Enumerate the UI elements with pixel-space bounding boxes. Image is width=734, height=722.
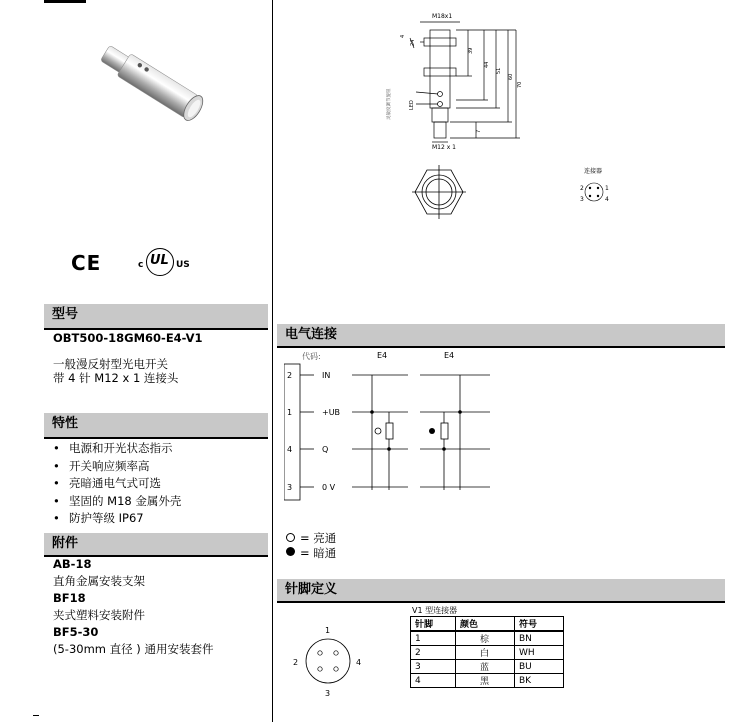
pin-label: 2 (293, 658, 299, 667)
column-header: 针脚 (411, 617, 456, 632)
desc-line2: 带 4 针 M12 x 1 连接头 (53, 371, 179, 385)
ce-mark: CE (71, 251, 102, 275)
connector-thread-label: M12 x 1 (432, 144, 456, 150)
cul-c: c (138, 260, 144, 270)
dim-label: 4 (400, 34, 406, 38)
feature-item: • 开关响应频率高 (53, 458, 181, 476)
column-divider (272, 0, 273, 722)
code-cell: WH (515, 646, 564, 660)
table-row (411, 660, 564, 674)
accessory-code: AB-18 (53, 557, 92, 571)
pin-label: 3 (325, 689, 331, 698)
feature-item: • 亮暗通电气式可选 (53, 475, 181, 493)
dark-on-symbol (286, 547, 295, 556)
connector-pin-diagram (290, 623, 370, 699)
feature-item: • 电源和开光状态指示 (53, 440, 181, 458)
accessory-code: BF5-30 (53, 625, 99, 639)
color-cell: 蓝 (456, 660, 515, 674)
legend-dark: = 暗通 (300, 546, 337, 560)
table-row (411, 631, 564, 646)
pin-cell: 4 (411, 674, 456, 688)
table-row (411, 674, 564, 688)
led-label: LED (409, 100, 415, 110)
dim-label: 51 (496, 67, 502, 74)
product-photo (95, 40, 220, 145)
color-cell: 白 (456, 646, 515, 660)
dim-label: 39 (468, 47, 474, 54)
light-on-symbol (286, 533, 295, 542)
corner-mark (33, 715, 39, 716)
table-row (411, 646, 564, 660)
terminal-number: 3 (287, 483, 293, 492)
accessory-desc: 夹式塑料安装附件 (53, 608, 145, 622)
sensor-end-view (412, 165, 466, 219)
terminal-name: IN (322, 371, 331, 380)
terminal-name: Q (322, 445, 329, 454)
cul-us: US (176, 260, 190, 270)
legend-light: = 亮通 (300, 531, 337, 545)
feature-item: • 防护等级 IP67 (53, 510, 181, 528)
electrical-heading: 电气连接 (277, 324, 725, 346)
terminal-number: 1 (287, 408, 293, 417)
thread-label: M18x1 (432, 13, 453, 20)
feature-item: • 坚固的 M18 金属外壳 (53, 493, 181, 511)
pin-view-label: 连接器 (584, 168, 603, 175)
pin-cell: 3 (411, 660, 456, 674)
pin-label: 4 (605, 196, 609, 203)
table-header-row (411, 617, 564, 632)
small-pin-diagram (577, 177, 611, 207)
dimension-drawing (380, 8, 540, 150)
code-cell: BN (515, 631, 564, 646)
color-cell: 黑 (456, 674, 515, 688)
column-code: E4 (444, 351, 455, 360)
pin-table (410, 616, 564, 688)
accessory-desc: (5-30mm 直径 ) 通用安装套件 (53, 642, 214, 656)
pin-label: 2 (580, 185, 584, 192)
features-list (53, 440, 181, 528)
pin-label: 3 (580, 196, 584, 203)
pinout-heading: 针脚定义 (277, 579, 725, 601)
desc-line1: 一般漫反射型光电开关 (53, 357, 168, 371)
features-heading: 特性 (44, 413, 268, 437)
code-label: 代码: (302, 352, 321, 361)
dim-label: 44 (484, 61, 490, 68)
pin-label: 1 (325, 626, 331, 635)
pin-label: 1 (605, 185, 609, 192)
accessory-desc: 直角金属安装支架 (53, 574, 145, 588)
dim-label: 60 (508, 73, 514, 80)
accessories-heading: 附件 (44, 533, 268, 555)
top-rule (44, 0, 86, 3)
side-note: 灵敏度调节旋钮 (387, 88, 392, 120)
dim-label: 70 (517, 81, 523, 88)
code-cell: BU (515, 660, 564, 674)
wiring-diagram (284, 360, 494, 510)
code-cell: BK (515, 674, 564, 688)
pin-cell: 1 (411, 631, 456, 646)
dim-label: 24 (410, 39, 416, 46)
column-code: E4 (377, 351, 388, 360)
model-heading: 型号 (44, 304, 268, 328)
column-header: 符号 (515, 617, 564, 632)
connector-type-label: V1 型连接器 (412, 606, 458, 615)
pin-cell: 2 (411, 646, 456, 660)
ul-text: UL (150, 253, 169, 268)
terminal-name: +UB (322, 408, 341, 417)
model-number: OBT500-18GM60-E4-V1 (53, 331, 203, 345)
terminal-number: 4 (287, 445, 293, 454)
color-cell: 棕 (456, 631, 515, 646)
terminal-name: 0 V (322, 483, 336, 492)
cul-mark (138, 248, 198, 278)
terminal-number: 2 (287, 371, 293, 380)
accessory-code: BF18 (53, 591, 86, 605)
column-header: 颜色 (456, 617, 515, 632)
dim-label: 7 (476, 129, 482, 133)
pin-label: 4 (356, 658, 362, 667)
